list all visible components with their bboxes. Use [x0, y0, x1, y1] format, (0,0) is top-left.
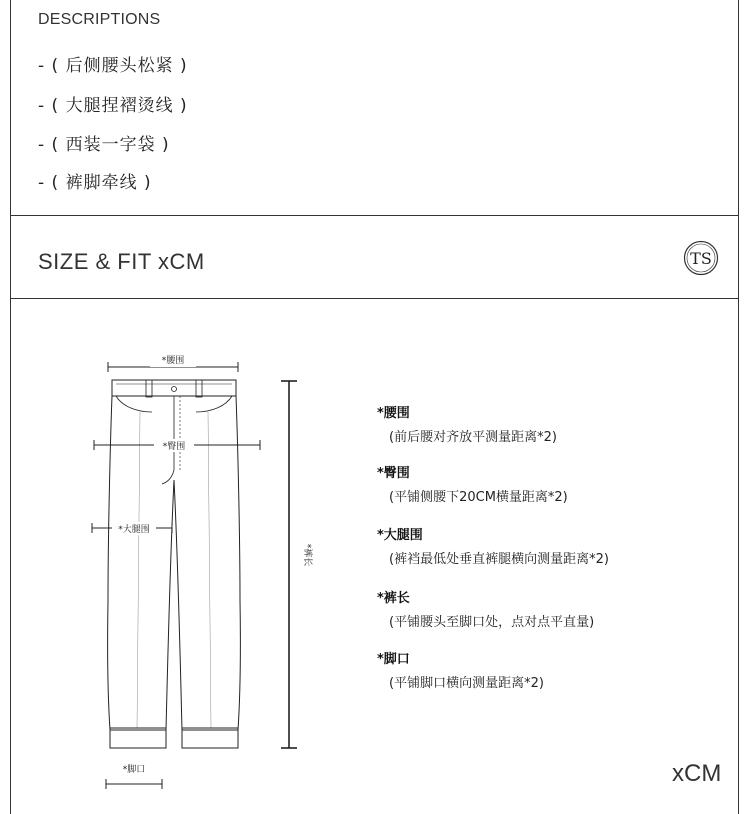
legend-desc: (平铺腰头至脚口处，点对点平直量) — [389, 615, 595, 630]
left-cuff — [110, 728, 166, 748]
left-pocket — [116, 396, 152, 412]
legend-title: *臀围 — [377, 466, 410, 481]
legend-item — [377, 402, 557, 445]
description-item: - ( 裤脚牵线 ) — [38, 173, 152, 193]
legend-item — [377, 648, 544, 691]
descriptions-title: DESCRIPTIONS — [38, 11, 161, 28]
legend-title: *脚口 — [377, 652, 410, 667]
legend-title: *大腿围 — [377, 528, 423, 543]
unit-label: xCM — [672, 760, 722, 787]
button — [172, 387, 177, 392]
thigh-label: *大腿围 — [118, 525, 150, 535]
belt-loop — [196, 380, 202, 397]
legend-desc: (前后腰对齐放平测量距离*2) — [389, 430, 557, 445]
length-label: *裤长 — [302, 543, 312, 567]
right-cuff — [182, 728, 238, 748]
legend-desc: (裤裆最低处垂直裤腿横向测量距离*2) — [389, 552, 609, 567]
description-item: - ( 后侧腰头松紧 ) — [38, 56, 188, 76]
logo-text: TS — [690, 249, 712, 268]
hem-label: *脚口 — [122, 765, 146, 775]
legend-item — [377, 587, 594, 630]
legend-title: *裤长 — [377, 591, 410, 606]
size-fit-title: SIZE & FIT xCM — [38, 249, 205, 274]
belt-loop — [146, 380, 152, 397]
legend-desc: (平铺侧腰下20CM横量距离*2) — [389, 490, 568, 505]
waistband — [112, 380, 236, 396]
legend-item — [377, 524, 609, 567]
waist-label: *腰围 — [161, 356, 185, 366]
legend-desc: (平铺脚口横向测量距离*2) — [389, 676, 544, 691]
hip-label: *臀围 — [162, 442, 186, 452]
description-item: - ( 大腿捏褶烫线 ) — [38, 96, 188, 116]
legend-item — [377, 462, 568, 505]
legend-title: *腰围 — [377, 406, 410, 421]
right-pocket — [196, 396, 232, 412]
description-item: - ( 西装一字袋 ) — [38, 135, 170, 155]
